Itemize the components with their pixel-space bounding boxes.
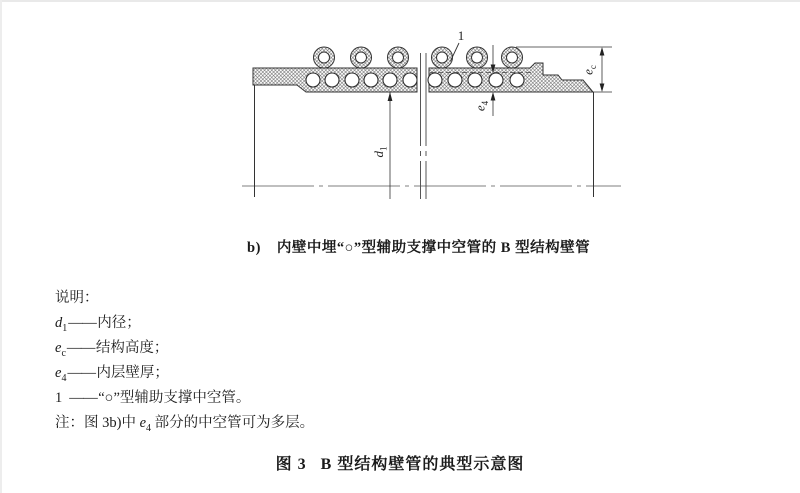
hollow-channel — [489, 73, 503, 87]
callout-1-leader-line — [451, 43, 460, 61]
sub-caption-prefix: b) — [247, 240, 261, 256]
hollow-channel — [306, 73, 320, 87]
sub-caption-b — [247, 236, 590, 257]
callout-1-label: 1 — [457, 28, 465, 43]
note-suffix: 部分的中空管可为多层。 — [151, 415, 315, 431]
hollow-channel — [448, 73, 462, 87]
dimension-d1 — [371, 92, 392, 199]
symbol-d1: $d_1$ — [55, 315, 68, 334]
support-tube-ring — [314, 47, 335, 68]
figure-caption-text: B 型结构壁管的典型示意图 — [320, 456, 525, 473]
support-tube-ring — [388, 47, 409, 68]
label-d1: $d_1$ — [371, 146, 389, 158]
legend-dash: —— — [66, 340, 95, 356]
legend-item-ec — [55, 336, 314, 361]
sub-caption-text: 内壁中埋“○”型辅助支撑中空管的 B 型结构壁管 — [276, 240, 591, 256]
arrowhead-down-icon — [600, 84, 605, 93]
symbol-ec: $e_c$ — [55, 340, 66, 359]
arrowhead-up-icon — [600, 47, 605, 56]
legend-note: 注：图 3b)中 $e_4$ 部分的中空管可为多层。 — [55, 415, 315, 434]
figure-caption — [0, 451, 800, 474]
support-tube-ring — [467, 47, 488, 68]
hollow-channel — [383, 73, 397, 87]
legend-dash: —— — [69, 390, 98, 406]
legend-item-d1 — [55, 311, 314, 336]
legend-title: 说明： — [55, 290, 99, 306]
support-tube-ring — [432, 47, 453, 68]
legend-desc: 内径； — [97, 315, 141, 331]
legend-desc: 结构高度； — [95, 340, 169, 356]
label-ec: $e_c$ — [580, 65, 598, 75]
hollow-channel — [364, 73, 378, 87]
support-tube-ring — [351, 47, 372, 68]
hollow-channel — [403, 73, 417, 87]
symbol-1: 1 — [55, 390, 63, 406]
note-symbol-e4: e — [139, 415, 147, 431]
pipe-cross-section-diagram — [0, 0, 800, 230]
legend-item-1 — [55, 386, 314, 411]
legend-desc: “○”型辅助支撑中空管。 — [98, 390, 251, 406]
label-e4: $e_4$ — [472, 100, 490, 112]
legend-dash: —— — [67, 365, 96, 381]
arrowhead-up-icon — [388, 92, 393, 101]
note-prefix: 注：图 3b)中 — [55, 415, 140, 431]
figure-caption-number: 图 3 — [275, 456, 307, 473]
support-tube-ring — [502, 47, 523, 68]
legend-dash: —— — [68, 315, 97, 331]
legend-item-e4 — [55, 361, 314, 386]
legend — [55, 286, 314, 436]
callout-1 — [451, 28, 465, 61]
arrowhead-up-icon — [491, 92, 496, 101]
break-lines — [421, 53, 427, 199]
hollow-channel — [428, 73, 442, 87]
hollow-channel — [510, 73, 524, 87]
pipe-diagram-svg — [0, 0, 800, 230]
hollow-channel — [345, 73, 359, 87]
hollow-channel — [325, 73, 339, 87]
hollow-channel — [468, 73, 482, 87]
symbol-e4: $e_4$ — [55, 365, 67, 384]
legend-desc: 内层壁厚； — [96, 365, 169, 381]
